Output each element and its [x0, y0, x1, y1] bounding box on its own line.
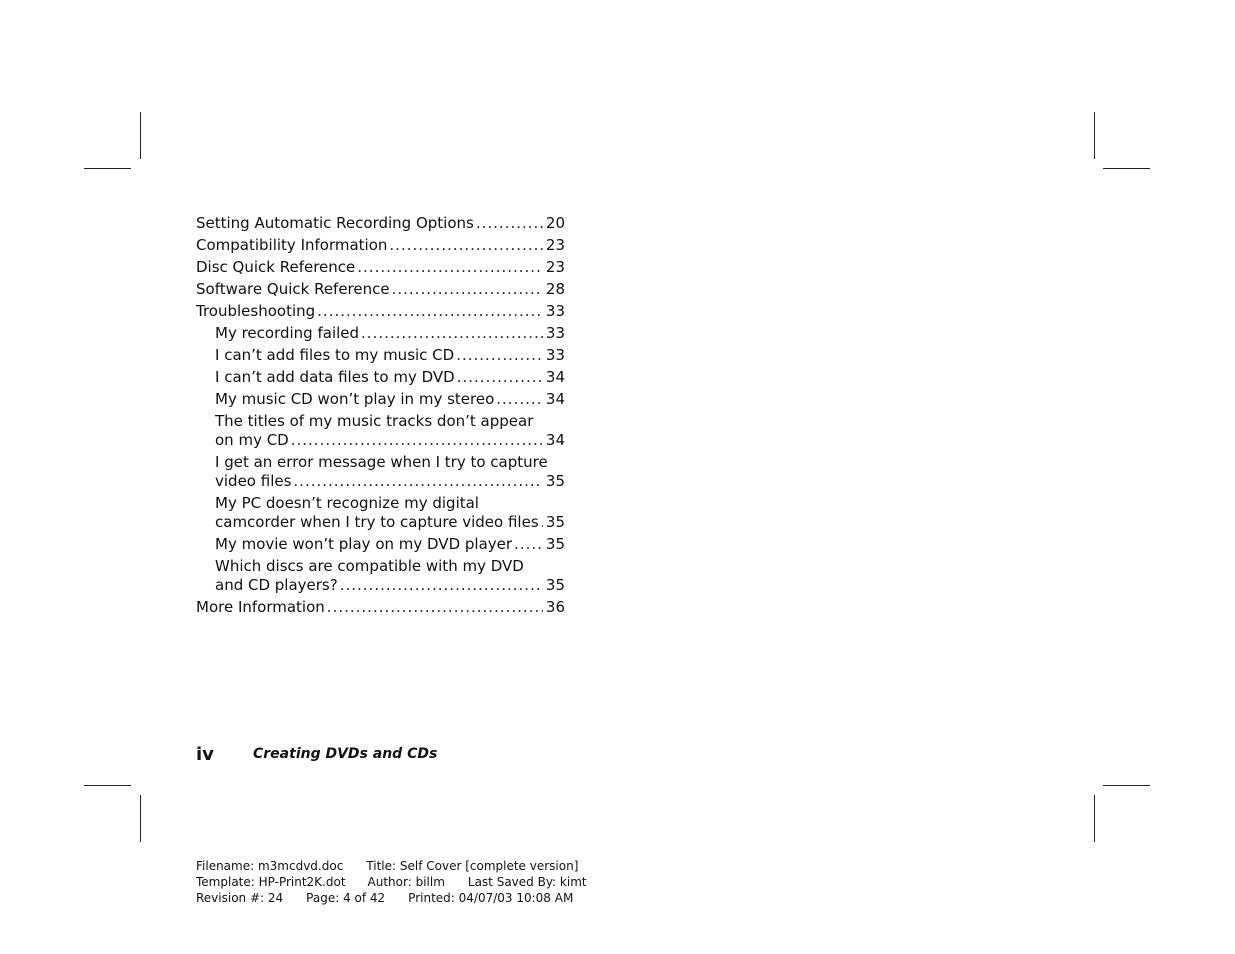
toc-entry-row — [215, 368, 565, 387]
toc-leader-dots — [541, 513, 543, 532]
toc-page-number: 33 — [545, 302, 565, 320]
crop-mark-bottom-left-vertical — [140, 795, 141, 842]
toc-leader-dots — [291, 431, 543, 450]
toc-page-number: 36 — [545, 598, 565, 616]
docinfo-printed: Printed: 04/07/03 10:08 AM — [408, 891, 574, 905]
toc-entry[interactable] — [196, 258, 565, 277]
toc-entry-text: I can’t add files to my music CD — [215, 346, 455, 364]
docinfo-title: Title: Self Cover [complete version] — [366, 859, 579, 873]
crop-mark-top-right-horizontal — [1103, 168, 1150, 169]
toc-entry[interactable] — [215, 453, 565, 491]
toc-entry-text: and CD players? — [215, 576, 338, 594]
toc-entry[interactable] — [215, 412, 565, 450]
toc-entry-row — [215, 324, 565, 343]
crop-mark-bottom-right-horizontal — [1103, 785, 1150, 786]
toc-page-number: 35 — [545, 576, 565, 594]
toc-entry[interactable] — [215, 557, 565, 595]
toc-entry[interactable] — [215, 535, 565, 554]
running-footer-title: Creating DVDs and CDs — [253, 746, 438, 762]
toc-entry-text: camcorder when I try to capture video files — [215, 513, 539, 531]
docinfo-revision: Revision #: 24 — [196, 891, 284, 905]
toc-entry-text: Setting Automatic Recording Options — [196, 214, 474, 232]
document-info-block — [196, 858, 587, 906]
toc-leader-dots — [456, 346, 543, 365]
toc-entry-row — [196, 258, 565, 277]
toc-entry-text: I can’t add data files to my DVD — [215, 368, 455, 386]
toc-entry-row — [196, 280, 565, 299]
toc-entry[interactable] — [196, 302, 565, 321]
toc-entry-row — [196, 302, 565, 321]
docinfo-filename: Filename: m3mcdvd.doc — [196, 859, 344, 873]
toc-entry-row — [215, 513, 565, 532]
toc-entry[interactable] — [196, 598, 565, 617]
page-number: iv — [196, 744, 214, 765]
crop-mark-top-right-vertical — [1094, 112, 1095, 159]
toc-entry-text: My movie won’t play on my DVD player — [215, 535, 513, 553]
toc-page-number: 34 — [545, 431, 565, 449]
crop-mark-top-left-horizontal — [84, 168, 131, 169]
toc-entry-text: Disc Quick Reference — [196, 258, 356, 276]
crop-mark-bottom-right-vertical — [1094, 795, 1095, 842]
toc-leader-dots — [457, 368, 543, 387]
docinfo-line-1 — [196, 858, 587, 874]
toc-entry[interactable] — [196, 214, 565, 233]
toc-entry-row — [196, 598, 565, 617]
toc-entry[interactable] — [215, 494, 565, 532]
toc-leader-dots — [496, 390, 543, 409]
toc-leader-dots — [476, 214, 543, 233]
toc-entry-text: Software Quick Reference — [196, 280, 390, 298]
docinfo-line-3 — [196, 890, 587, 906]
toc-page-number: 20 — [545, 214, 565, 232]
toc-leader-dots — [357, 258, 543, 277]
toc-leader-dots — [317, 302, 543, 321]
docinfo-template: Template: HP-Print2K.dot — [196, 875, 346, 889]
toc-entry-text-line1: My PC doesn’t recognize my digital — [215, 494, 479, 512]
toc-entry-row — [215, 346, 565, 365]
toc-entry-row — [215, 431, 565, 450]
toc-page-number: 33 — [545, 346, 565, 364]
toc-page-number: 35 — [545, 535, 565, 553]
toc-entry-text: on my CD — [215, 431, 289, 449]
toc-entry-row — [215, 535, 565, 554]
toc-entry-text: My recording failed — [215, 324, 360, 342]
toc-entry-text: More Information — [196, 598, 325, 616]
toc-entry[interactable] — [215, 346, 565, 365]
toc-leader-dots — [293, 472, 543, 491]
toc-entry-text-line1: I get an error message when I try to capture — [215, 453, 548, 471]
toc-entry-text: video files — [215, 472, 292, 490]
toc-page-number: 28 — [545, 280, 565, 298]
toc-page-number: 23 — [545, 258, 565, 276]
docinfo-last-saved: Last Saved By: kimt — [467, 875, 587, 889]
toc-page-number: 23 — [545, 236, 565, 254]
toc-leader-dots — [514, 535, 543, 554]
docinfo-line-2 — [196, 874, 587, 890]
table-of-contents — [196, 214, 565, 620]
toc-page-number: 35 — [545, 513, 565, 531]
toc-entry[interactable] — [215, 324, 565, 343]
toc-entry-row — [215, 390, 565, 409]
toc-entry[interactable] — [215, 390, 565, 409]
toc-entry-row — [196, 214, 565, 233]
toc-leader-dots — [361, 324, 543, 343]
crop-mark-top-left-vertical — [140, 112, 141, 159]
toc-entry[interactable] — [196, 280, 565, 299]
toc-entry-text: Compatibility Information — [196, 236, 388, 254]
toc-leader-dots — [327, 598, 543, 617]
toc-page-number: 33 — [545, 324, 565, 342]
toc-page-number: 34 — [545, 390, 565, 408]
toc-entry[interactable] — [215, 368, 565, 387]
toc-leader-dots — [340, 576, 543, 595]
crop-mark-bottom-left-horizontal — [84, 785, 131, 786]
docinfo-author: Author: billm — [367, 875, 445, 889]
toc-entry-text-line1: Which discs are compatible with my DVD — [215, 557, 524, 575]
toc-entry-row — [215, 576, 565, 595]
toc-leader-dots — [389, 236, 543, 255]
toc-entry-text: My music CD won’t play in my stereo — [215, 390, 495, 408]
docinfo-page: Page: 4 of 42 — [306, 891, 386, 905]
toc-entry[interactable] — [196, 236, 565, 255]
toc-page-number: 34 — [545, 368, 565, 386]
toc-entry-text-line1: The titles of my music tracks don’t appear — [215, 412, 534, 430]
toc-entry-row — [196, 236, 565, 255]
toc-entry-row — [215, 472, 565, 491]
toc-page-number: 35 — [545, 472, 565, 490]
toc-leader-dots — [392, 280, 543, 299]
toc-entry-text: Troubleshooting — [196, 302, 316, 320]
